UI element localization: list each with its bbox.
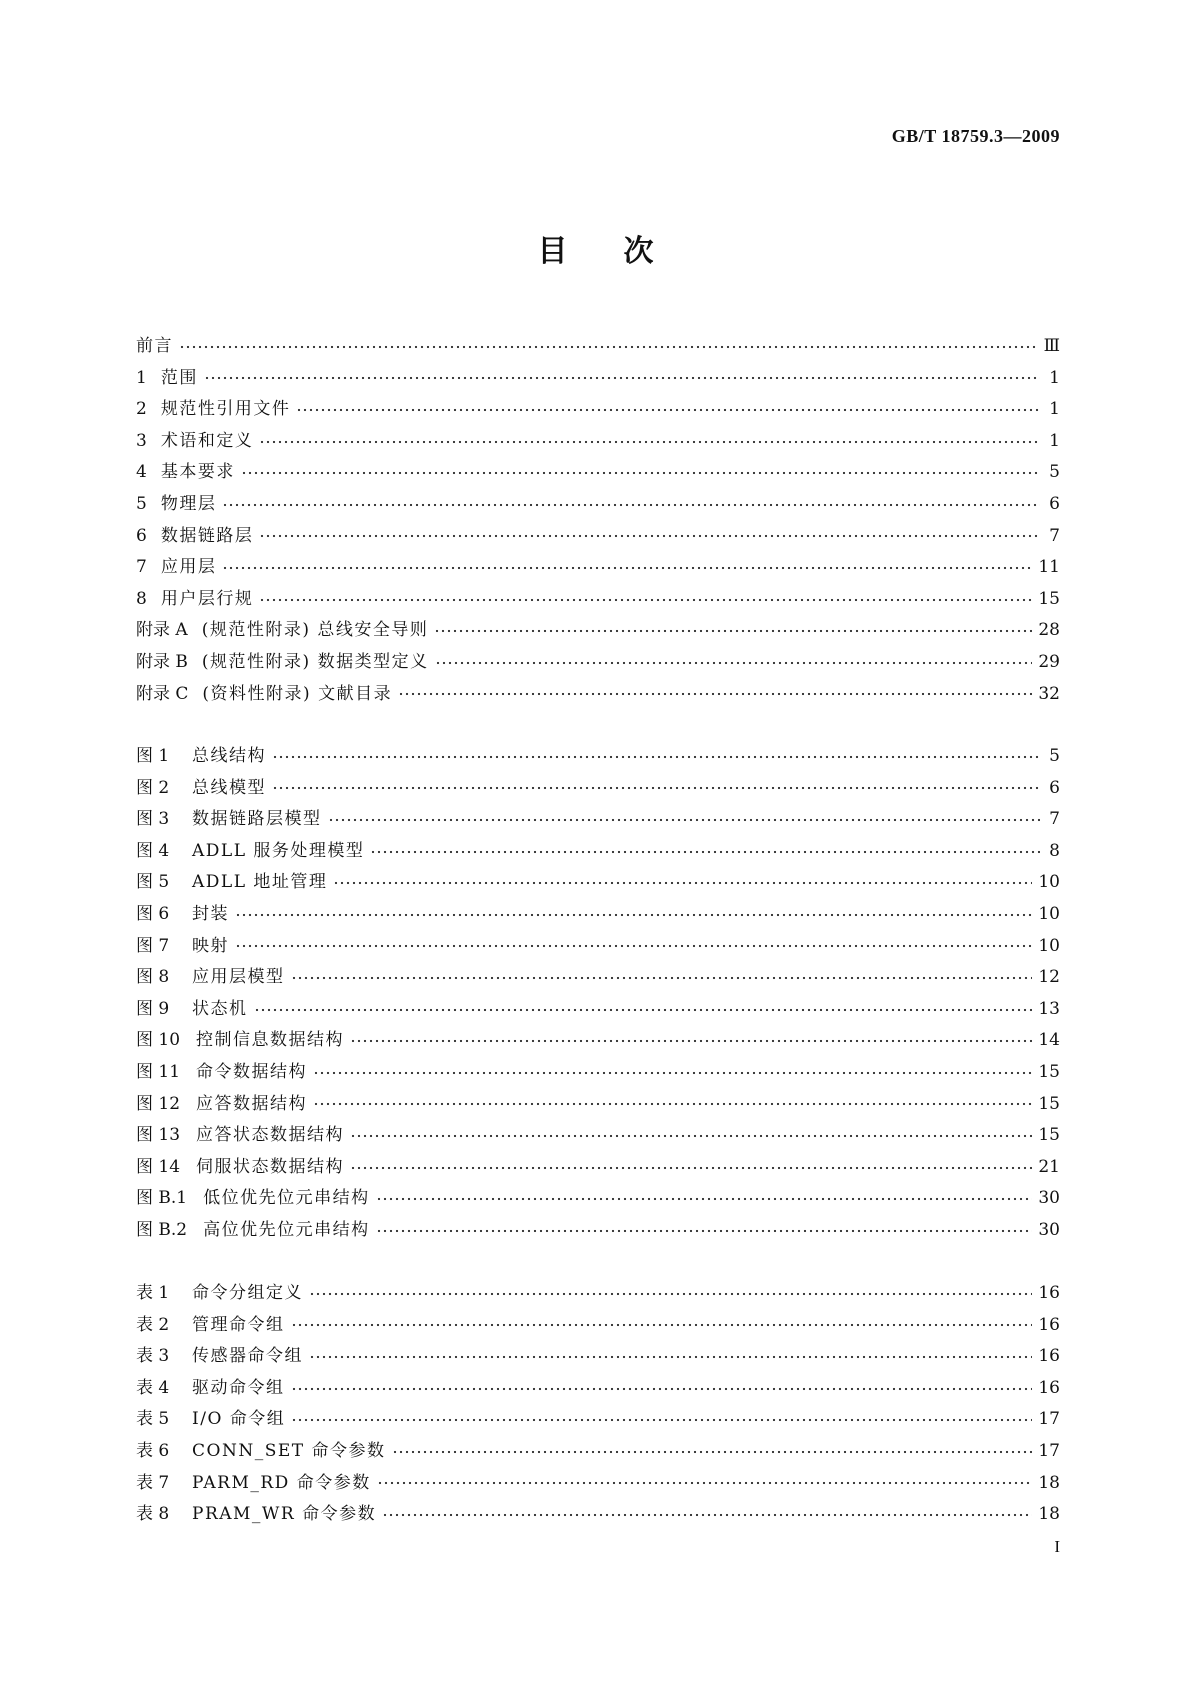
toc-entry-label: 管理命令组	[192, 1314, 285, 1335]
toc-entry-number: 图 5	[136, 872, 170, 893]
toc-figures-list	[136, 741, 1060, 1247]
toc-entry-number: 附录 A	[136, 620, 188, 641]
dot-leader	[291, 1417, 1032, 1423]
toc-entry-page: 17	[1038, 1409, 1060, 1430]
dot-leader	[222, 565, 1032, 571]
toc-entry-label: 规范性引用文件	[160, 399, 291, 420]
dot-leader	[392, 1449, 1033, 1455]
dot-leader	[272, 754, 1040, 760]
toc-entry-label: 控制信息数据结构	[196, 1030, 345, 1051]
dot-leader	[398, 691, 1032, 697]
toc-entry-label: ADLL 服务处理模型	[192, 840, 365, 861]
toc-entry-page: 12	[1038, 967, 1060, 988]
dot-leader	[376, 1196, 1033, 1202]
toc-entry[interactable]	[136, 867, 1060, 899]
toc-entry-label: ADLL 地址管理	[192, 872, 328, 893]
toc-entry-number: 表 7	[136, 1472, 170, 1493]
toc-entry[interactable]	[136, 1057, 1060, 1089]
toc-entry-number: 图 4	[136, 840, 170, 861]
toc-entry[interactable]	[136, 931, 1060, 963]
toc-entry[interactable]	[136, 615, 1060, 647]
toc-entry-label: 应用层	[160, 557, 217, 578]
toc-entry-number: 7	[136, 557, 147, 578]
toc-entry[interactable]	[136, 804, 1060, 836]
toc-entry-number: 表 4	[136, 1377, 170, 1398]
toc-entry-page: 28	[1038, 620, 1060, 641]
toc-entry-number: 图 7	[136, 935, 170, 956]
toc-entry-number: 图 2	[136, 777, 170, 798]
dot-leader	[235, 912, 1032, 918]
dot-leader	[328, 817, 1041, 823]
toc-entry-page: 1	[1049, 367, 1060, 388]
dot-leader	[291, 1322, 1033, 1328]
dot-leader	[313, 1101, 1032, 1107]
toc-entry[interactable]	[136, 552, 1060, 584]
page-number: I	[1054, 1537, 1060, 1556]
toc-entry-label: 物理层	[160, 493, 217, 514]
dot-leader	[241, 470, 1040, 476]
toc-entry-page: 1	[1049, 430, 1060, 451]
toc-entry-label: (规范性附录) 总线安全导则	[201, 620, 429, 641]
toc-entry-page: 15	[1038, 1125, 1060, 1146]
toc-entry-page: 7	[1049, 809, 1060, 830]
dot-leader	[435, 660, 1033, 666]
toc-entry[interactable]	[136, 489, 1060, 521]
toc-entry[interactable]	[136, 1373, 1060, 1405]
toc-entry-page: 21	[1038, 1156, 1060, 1177]
toc-entry[interactable]	[136, 836, 1060, 868]
toc-entry-page: 30	[1038, 1219, 1060, 1240]
toc-entry-number: 表 5	[136, 1409, 170, 1430]
toc-entry-number: 表 1	[136, 1283, 170, 1303]
toc-entry[interactable]	[136, 331, 1060, 363]
toc-entry-page: 13	[1038, 998, 1060, 1019]
toc-entry-label: 总线模型	[192, 777, 266, 798]
dot-leader	[259, 597, 1032, 603]
toc-entry-number: 图 B.2	[136, 1219, 188, 1240]
toc-entry-label: 封装	[192, 903, 229, 924]
toc-entry-number: 图 8	[136, 967, 170, 988]
toc-entry-number: 图 9	[136, 998, 170, 1019]
toc-entry-number: 表 8	[136, 1504, 170, 1525]
toc-entry-label: 数据链路层模型	[192, 809, 322, 830]
toc-entry[interactable]	[136, 394, 1060, 426]
toc-entry-label: 前言	[136, 336, 173, 356]
toc-entry[interactable]	[136, 1341, 1060, 1373]
toc-entry-number: 4	[136, 462, 147, 483]
toc-entry-number: 附录 B	[136, 651, 188, 672]
toc-entry-label: 应用层模型	[192, 967, 285, 988]
toc-entry-label: PARM_RD 命令参数	[192, 1472, 371, 1493]
toc-entry-label: (资料性附录) 文献目录	[202, 683, 393, 704]
toc-entry-page: 7	[1049, 525, 1060, 546]
toc-entry-number: 表 2	[136, 1314, 170, 1335]
toc-entry-page: 8	[1049, 840, 1060, 861]
toc-entry[interactable]	[136, 1310, 1060, 1342]
toc-entry[interactable]	[136, 1436, 1060, 1468]
toc-entry-page: 10	[1038, 872, 1060, 893]
dot-leader	[370, 849, 1040, 855]
toc-entry-page: 18	[1038, 1504, 1060, 1525]
dot-leader	[272, 785, 1040, 791]
toc-entry-page: 16	[1038, 1314, 1060, 1335]
toc-entry-number: 图 12	[136, 1093, 181, 1114]
toc-entry-number: 6	[136, 525, 147, 546]
dot-leader	[377, 1480, 1033, 1486]
toc-entry[interactable]	[136, 1089, 1060, 1121]
toc-entry[interactable]	[136, 426, 1060, 458]
toc-entry[interactable]	[136, 899, 1060, 931]
toc-entry-label: 数据链路层	[160, 525, 254, 546]
toc-entry-label: 命令分组定义	[192, 1283, 303, 1303]
toc-entry-label: 驱动命令组	[192, 1377, 285, 1398]
toc-entry-label: PRAM_WR 命令参数	[192, 1504, 377, 1525]
toc-entry-label: 高位优先位元串结构	[203, 1219, 370, 1240]
toc-entry-page: 5	[1049, 462, 1060, 483]
toc-entry-number: 图 1	[136, 746, 170, 766]
toc-entry-page: 10	[1038, 935, 1060, 956]
toc-entry-page: 15	[1038, 1093, 1060, 1114]
toc-entry[interactable]	[136, 647, 1060, 679]
toc-entry-page: 32	[1038, 683, 1060, 704]
toc-entry-label: I/O 命令组	[192, 1409, 286, 1430]
toc-entry-number: 图 B.1	[136, 1188, 188, 1209]
toc-entry[interactable]	[136, 1025, 1060, 1057]
toc-entry-page: 29	[1038, 651, 1060, 672]
dot-leader	[259, 533, 1040, 539]
toc-entry-page: 15	[1038, 1061, 1060, 1082]
dot-leader	[291, 1386, 1033, 1392]
toc-entry-label: 低位优先位元串结构	[203, 1188, 370, 1209]
dot-leader	[204, 375, 1040, 381]
toc-entry[interactable]	[136, 363, 1060, 395]
toc-entry[interactable]	[136, 1183, 1060, 1215]
toc-entry-label: 命令数据结构	[196, 1061, 308, 1082]
toc-entry-page: 6	[1049, 493, 1060, 514]
toc-entry-number: 附录 C	[136, 683, 189, 704]
dot-leader	[350, 1165, 1032, 1171]
toc-entry-label: 伺服状态数据结构	[196, 1156, 345, 1177]
toc-entry-label: 基本要求	[160, 462, 235, 483]
toc-entry[interactable]	[136, 1120, 1060, 1152]
toc-entry-label: 应答状态数据结构	[196, 1125, 345, 1146]
dot-leader	[296, 407, 1040, 413]
toc-entry-label: 范围	[160, 367, 198, 388]
toc-entry-page: 6	[1049, 777, 1060, 798]
toc-entry-label: 映射	[192, 935, 229, 956]
dot-leader	[259, 439, 1040, 445]
dot-leader	[350, 1133, 1032, 1139]
standard-code: GB/T 18759.3—2009	[891, 126, 1060, 146]
toc-entry-page: 30	[1038, 1188, 1060, 1209]
toc-entry-number: 表 3	[136, 1346, 170, 1367]
dot-leader	[434, 628, 1032, 634]
toc-entry-page: 17	[1038, 1440, 1060, 1461]
toc-entry[interactable]	[136, 773, 1060, 805]
toc-tables-list	[136, 1278, 1060, 1531]
toc-entry-label: (规范性附录) 数据类型定义	[201, 651, 429, 672]
page-title: 目次	[537, 234, 710, 269]
dot-leader	[376, 1228, 1033, 1234]
dot-leader	[382, 1512, 1032, 1518]
toc-entry-number: 8	[136, 588, 147, 609]
toc-entry-number: 表 6	[136, 1440, 170, 1461]
toc-entry-number: 图 11	[136, 1061, 181, 1082]
toc-entry-label: 总线结构	[192, 746, 266, 766]
toc-entry-number: 图 14	[136, 1156, 181, 1177]
toc-entry-page: 14	[1038, 1030, 1060, 1051]
dot-leader	[313, 1070, 1032, 1076]
dot-leader	[350, 1038, 1032, 1044]
toc-entry-number: 图 3	[136, 809, 170, 830]
toc-entry-label: CONN_SET 命令参数	[192, 1440, 386, 1461]
dot-leader	[179, 344, 1038, 350]
toc-entry-label: 传感器命令组	[192, 1346, 303, 1367]
toc-entry-page: 15	[1038, 588, 1060, 609]
dot-leader	[254, 1007, 1033, 1013]
toc-entry-label: 应答数据结构	[196, 1093, 308, 1114]
toc-entry[interactable]	[136, 457, 1060, 489]
toc-entry-page: 1	[1049, 399, 1060, 420]
toc-entry[interactable]	[136, 1215, 1060, 1247]
dot-leader	[235, 943, 1032, 949]
toc-entry-page: 10	[1038, 903, 1060, 924]
toc-entry-number: 1	[136, 367, 147, 388]
toc-entry-number: 2	[136, 399, 147, 420]
toc-entry-label: 术语和定义	[160, 430, 254, 451]
toc-entry-label: 状态机	[192, 998, 248, 1019]
toc-main-list	[136, 331, 1060, 710]
toc-entry-label: 用户层行规	[160, 588, 254, 609]
toc-entry-page: 5	[1049, 746, 1060, 766]
toc-entry-page: 18	[1038, 1472, 1060, 1493]
toc-entry[interactable]	[136, 1499, 1060, 1531]
toc-entry-page: 11	[1038, 557, 1060, 578]
toc-entry-number: 图 10	[136, 1030, 181, 1051]
toc-entry-page: 16	[1038, 1377, 1060, 1398]
dot-leader	[291, 975, 1033, 981]
toc-entry-number: 图 13	[136, 1125, 181, 1146]
toc-entry-number: 5	[136, 493, 147, 514]
toc-entry[interactable]	[136, 584, 1060, 616]
toc-entry[interactable]	[136, 1278, 1060, 1310]
toc-entry[interactable]	[136, 521, 1060, 553]
toc-entry-page: Ⅲ	[1043, 336, 1060, 356]
toc-entry[interactable]	[136, 962, 1060, 994]
toc-entry[interactable]	[136, 1468, 1060, 1500]
toc-entry-number: 图 6	[136, 903, 170, 924]
dot-leader	[309, 1291, 1032, 1297]
dot-leader	[333, 880, 1032, 886]
toc-entry-number: 3	[136, 430, 147, 451]
dot-leader	[309, 1354, 1032, 1360]
toc-entry[interactable]	[136, 679, 1060, 711]
toc-entry[interactable]	[136, 994, 1060, 1026]
toc-entry-page: 16	[1038, 1283, 1060, 1303]
toc-entry[interactable]	[136, 1152, 1060, 1184]
toc-entry[interactable]	[136, 741, 1060, 773]
toc-entry-page: 16	[1038, 1346, 1060, 1367]
dot-leader	[222, 502, 1040, 508]
toc-entry[interactable]	[136, 1404, 1060, 1436]
